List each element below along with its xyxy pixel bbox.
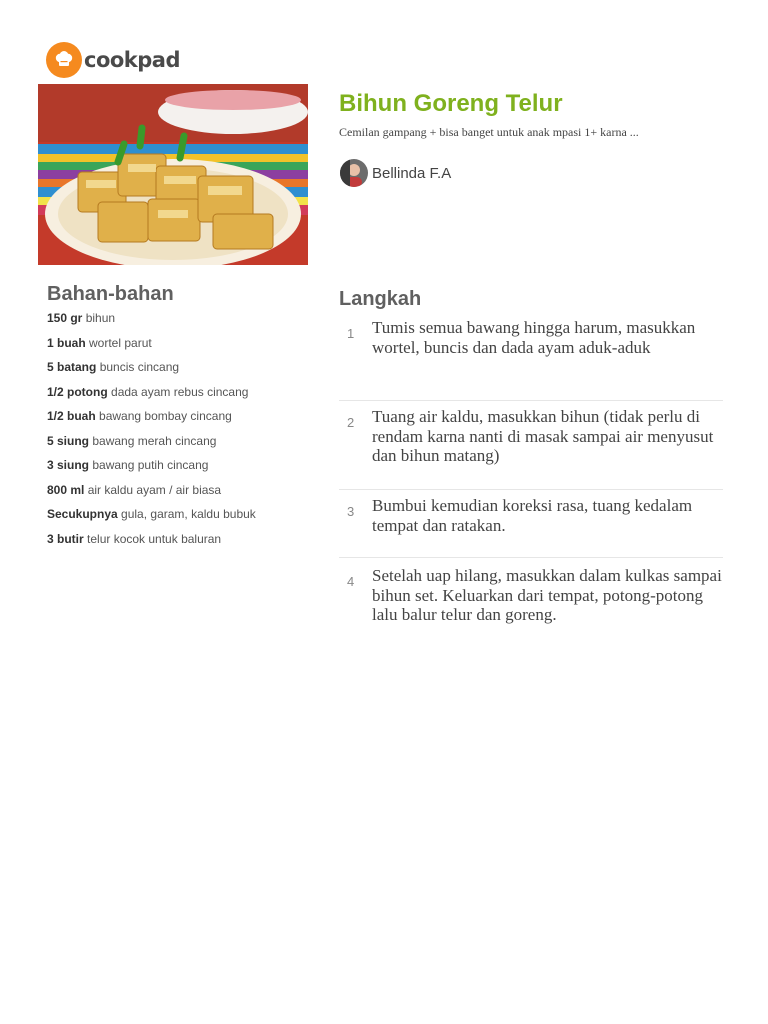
ingredient-name: dada ayam rebus cincang bbox=[111, 384, 249, 399]
step-item bbox=[339, 490, 723, 558]
recipe-photo bbox=[38, 84, 308, 265]
ingredient-qty: 800 ml bbox=[47, 482, 85, 497]
steps-list bbox=[339, 318, 723, 630]
ingredient-item bbox=[47, 358, 256, 383]
chef-hat-icon bbox=[46, 42, 82, 78]
logo-wordmark: cookpad bbox=[84, 48, 181, 72]
ingredient-name: wortel parut bbox=[89, 335, 152, 350]
ingredient-qty: 5 siung bbox=[47, 433, 90, 448]
author-name: Bellinda F.A bbox=[372, 164, 452, 182]
ingredient-name: buncis cincang bbox=[99, 360, 180, 374]
recipe-title: Bihun Goreng Telur bbox=[339, 90, 563, 117]
ingredient-name: bawang putih cincang bbox=[92, 458, 209, 472]
ingredient-qty: Secukupnya bbox=[47, 507, 118, 521]
ingredient-item bbox=[47, 432, 256, 457]
ingredient-name: bihun bbox=[85, 311, 116, 325]
ingredient-name: air kaldu ayam / air biasa bbox=[87, 482, 222, 497]
step-item bbox=[339, 318, 723, 401]
step-number: 3 bbox=[347, 504, 355, 519]
step-item bbox=[339, 401, 723, 490]
ingredient-name: bawang merah cincang bbox=[92, 433, 217, 448]
ingredients-list bbox=[47, 309, 256, 554]
ingredient-item bbox=[47, 481, 256, 506]
ingredient-item bbox=[47, 309, 256, 334]
ingredient-qty: 1/2 buah bbox=[47, 409, 96, 423]
step-item bbox=[339, 558, 723, 630]
recipe-description: Cemilan gampang + bisa banget untuk anak mpasi 1+ karna ... bbox=[339, 125, 639, 139]
ingredient-item bbox=[47, 334, 256, 359]
step-text: Bumbui kemudian koreksi rasa, tuang kedalam tempat dan ratakan. bbox=[372, 496, 693, 535]
ingredient-qty: 5 batang bbox=[47, 360, 97, 374]
step-text: Tumis semua bawang hingga harum, masukkan wortel, buncis dan dada ayam aduk-aduk bbox=[372, 318, 696, 357]
ingredient-item bbox=[47, 383, 256, 408]
ingredient-name: telur kocok untuk baluran bbox=[87, 531, 222, 546]
ingredient-item bbox=[47, 530, 256, 555]
step-number: 2 bbox=[347, 415, 355, 430]
step-text: Tuang air kaldu, masukkan bihun (tidak perlu di rendam karna nanti di masak sampai air menyusut dan bihun matang) bbox=[372, 407, 714, 465]
ingredient-qty: 1 buah bbox=[47, 335, 86, 350]
ingredient-qty: 150 gr bbox=[47, 311, 83, 325]
steps-heading: Langkah bbox=[339, 288, 422, 310]
ingredient-name: gula, garam, kaldu bubuk bbox=[121, 507, 256, 521]
ingredients-heading: Bahan-bahan bbox=[47, 283, 174, 305]
ingredient-qty: 1/2 potong bbox=[47, 384, 108, 399]
step-text: Setelah uap hilang, masukkan dalam kulkas sampai bihun set. Keluarkan dari tempat, potong-potong lalu balur telur dan goreng. bbox=[372, 566, 722, 624]
ingredient-name: bawang bombay cincang bbox=[99, 409, 232, 423]
ingredient-item bbox=[47, 505, 256, 530]
ingredient-item bbox=[47, 407, 256, 432]
ingredient-item bbox=[47, 456, 256, 481]
step-number: 4 bbox=[347, 574, 355, 589]
cookpad-logo[interactable] bbox=[46, 42, 180, 78]
step-number: 1 bbox=[347, 326, 355, 341]
avatar bbox=[340, 159, 368, 187]
author-profile[interactable] bbox=[340, 159, 451, 187]
ingredient-qty: 3 siung bbox=[47, 458, 90, 472]
ingredient-qty: 3 butir bbox=[47, 531, 84, 546]
